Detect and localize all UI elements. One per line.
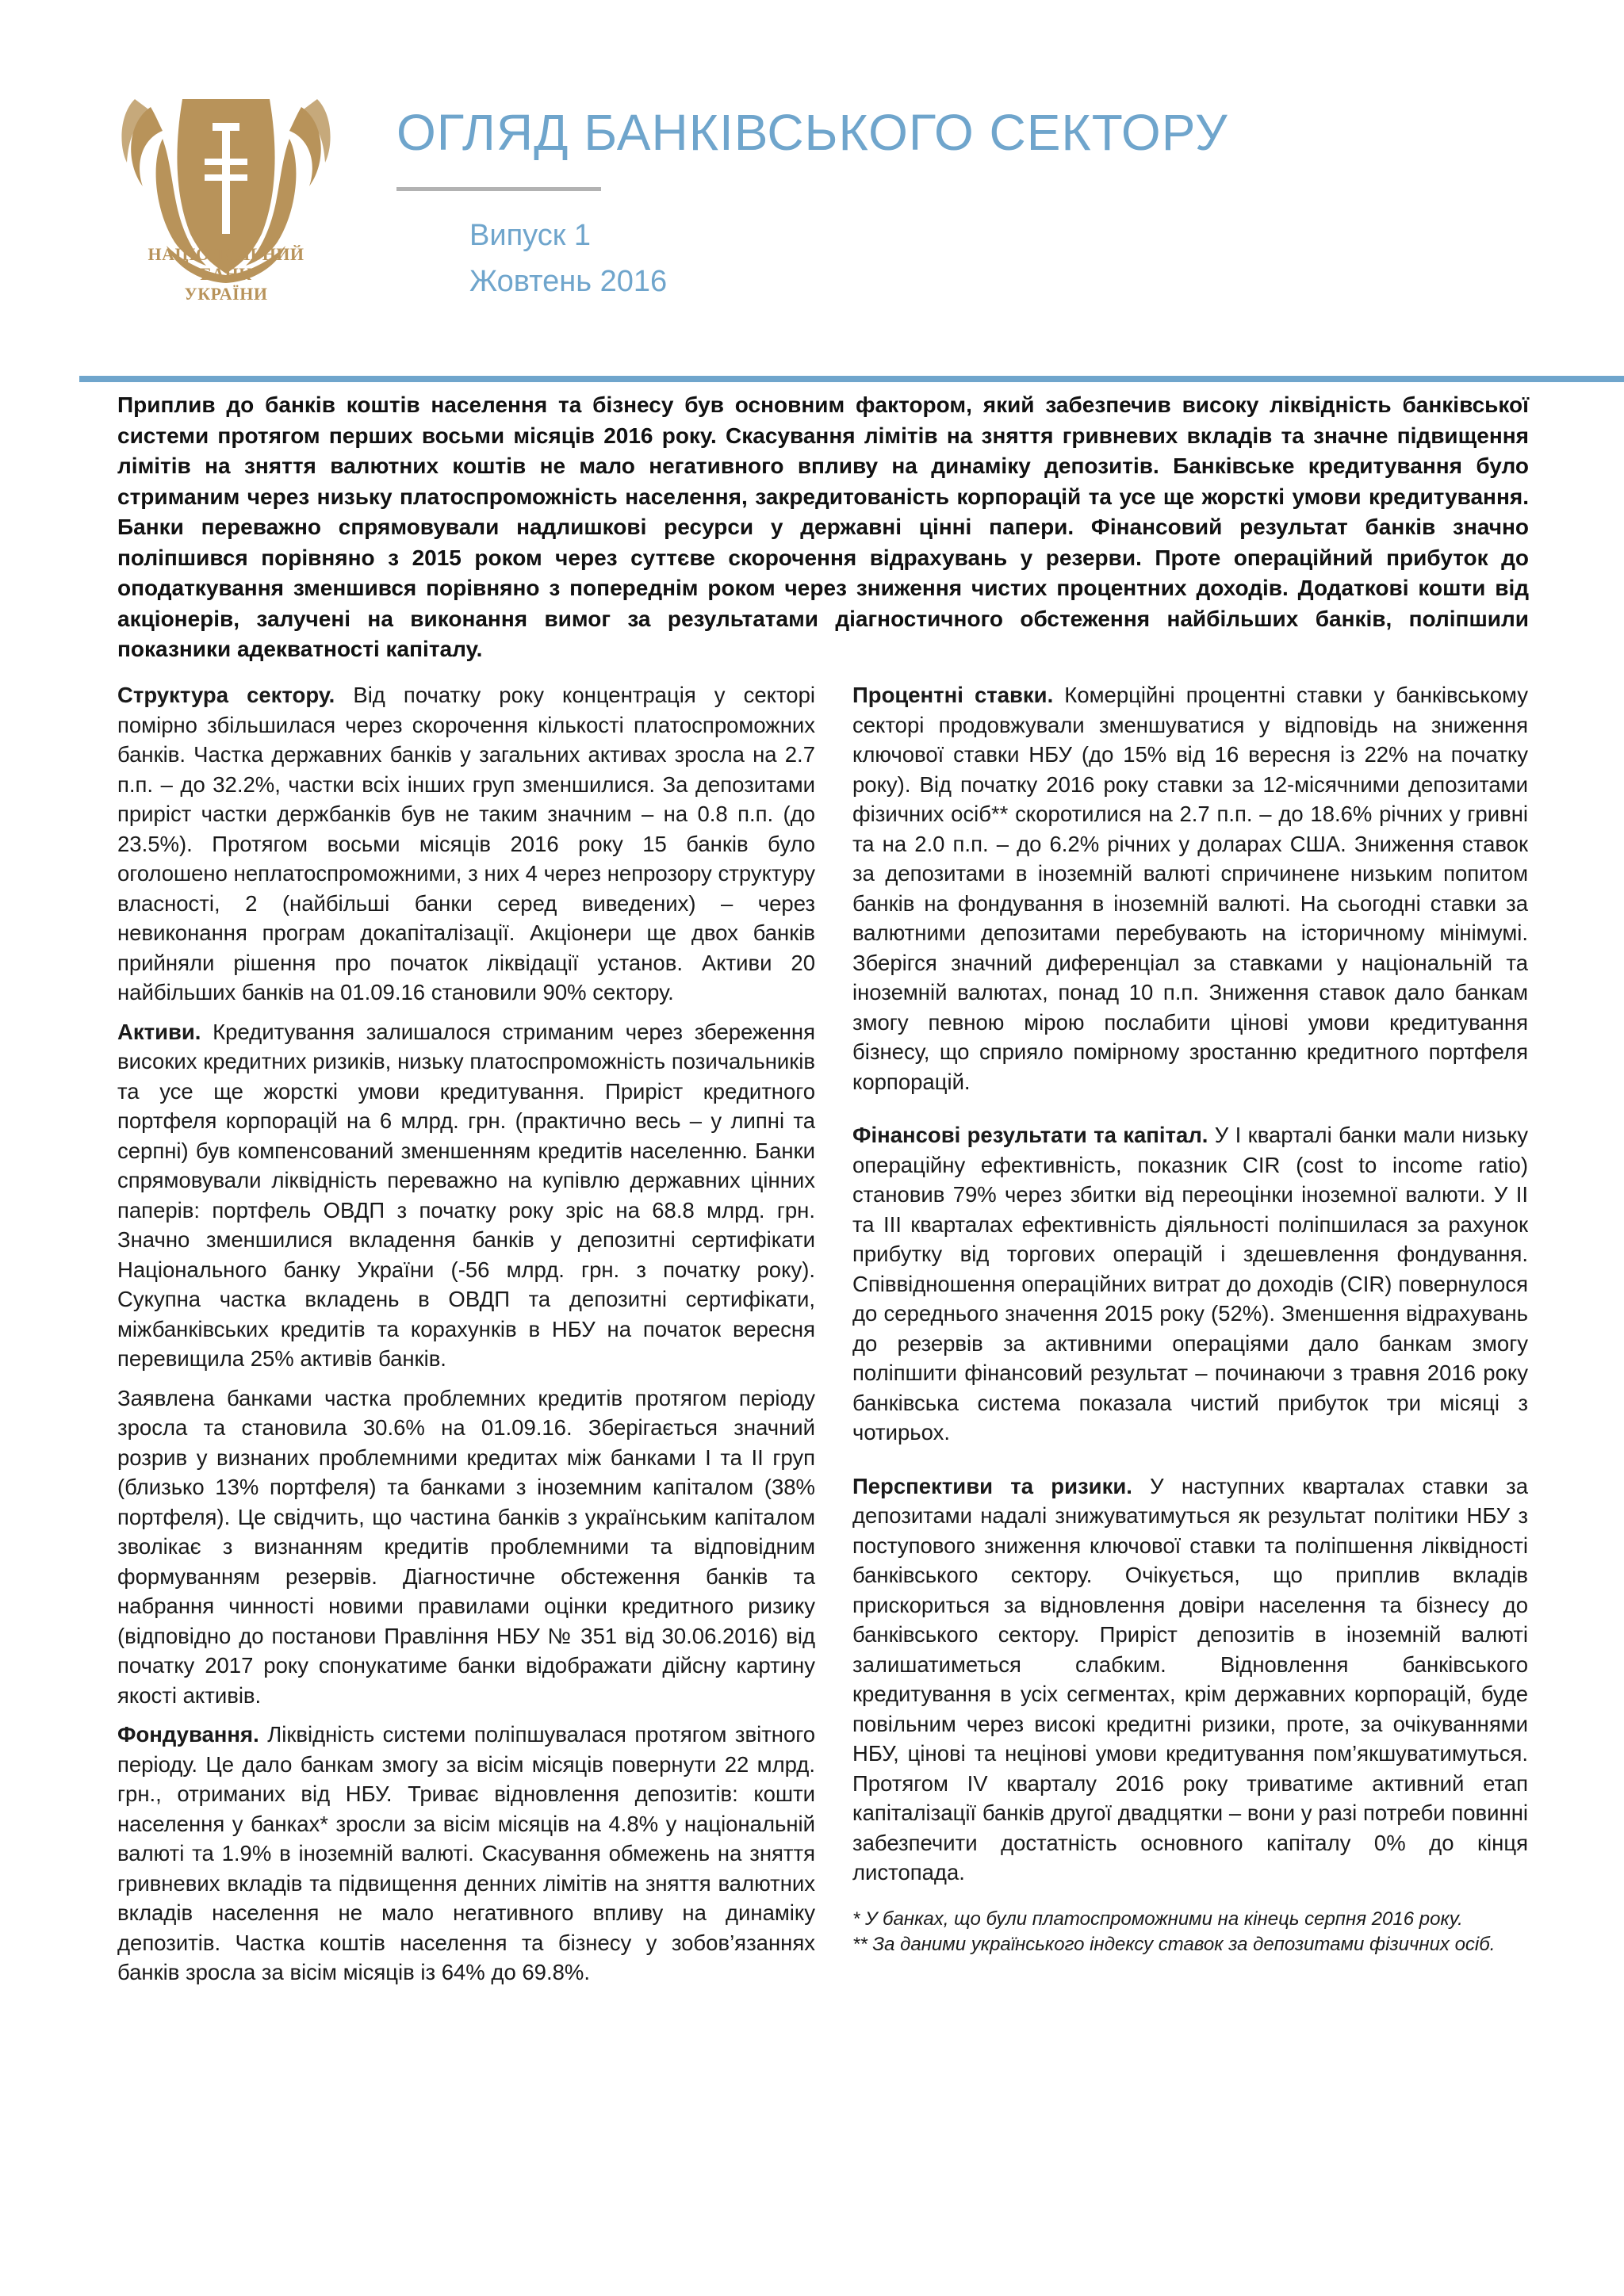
section-heading: Фондування. bbox=[117, 1722, 259, 1747]
section-interest-rates bbox=[852, 680, 1528, 1096]
title-divider bbox=[396, 187, 601, 191]
section-structure bbox=[117, 680, 815, 1008]
section-heading: Процентні ставки. bbox=[852, 683, 1054, 707]
section-text: Від початку року концентрація у секторі помірно збільшилася через скорочення кількості платоспроможних банків. Частка державних банків у загальних активах зросла на 2.7 п.п. – до 32.2%, частки всіх інших груп зменшилися. За депозитами приріст частки держбанків був не таким значним – на 0.8 п.п. (до 23.5%). Протягом восьми місяців 2016 року 15 банків було оголошено неплатоспроможними, з них 4 через непрозору структуру власності, 2 (найбільші банки серед виведених) – через невиконання програм докапіталізації. Акціонери ще двох банків прийняли рішення про початок ліквідації установ. Активи 20 найбільших банків на 01.09.16 становили 90% сектору. bbox=[117, 683, 815, 1004]
logo-line-1: НАЦІОНАЛЬНИЙ bbox=[147, 244, 304, 264]
left-column bbox=[117, 680, 815, 1997]
section-text: Кредитування залишалося стриманим через збереження високих кредитних ризиків, низьку платоспроможність позичальників та усе ще жорсткі умови кредитування. Приріст кредитного портфеля корпорацій на 6 млрд. грн. (практично весь – у липні та серпні) був компенсований зменшенням кредитів населенню. Банки спрямовували ліквідність переважно на купівлю державних цінних паперів: портфель ОВДП з початку року зріс на 68.8 млрд. грн. Значно зменшилися вкладення банків у депозитні сертифікати Національного банку України (-56 млрд. грн. з початку року). Сукупна частка вкладень в ОВДП та депозитні сертифікати, міжбанківських кредитів та корахунків в НБУ на початок вересня перевищила 25% активів банків. bbox=[117, 1019, 815, 1371]
section-text: У наступних кварталах ставки за депозитами надалі знижуватимуться як результат політики НБУ з поступового зниження ключової ставки та поліпшення ліквідності банківського сектору. Очікується, що приплив вкладів прискориться за відновлення довіри населення та бізнесу до банківського сектору. Приріст депозитів в іноземній валюті залишатиметься слабким. Відновлення банківського кредитування в усіх сегментах, крім державних корпорацій, буде повільним через високі кредитні ризики, проте, за очікуваннями НБУ, цінові та нецінові умови кредитування пом’якшуватимуться. Протягом IV кварталу 2016 року триватиме активний етап капіталізації банків другої двадцятки – вони у разі потреби повинні забезпечити достатність основного капіталу 0% до кінця листопада. bbox=[852, 1473, 1528, 1885]
issue-number: Випуск 1 bbox=[469, 219, 592, 252]
footnote-2: ** За даними українського індексу ставок за депозитами фізичних осіб. bbox=[852, 1933, 1496, 1955]
section-funding bbox=[117, 1720, 815, 1988]
issue-date: Жовтень 2016 bbox=[469, 265, 668, 298]
logo-line-2: БАНК bbox=[200, 264, 252, 284]
footnote-1: * У банках, що були платоспроможними на кінець серпня 2016 року. bbox=[852, 1908, 1463, 1930]
section-outlook bbox=[852, 1471, 1528, 1888]
issue-info bbox=[469, 212, 667, 304]
header-divider bbox=[79, 376, 1624, 382]
section-text: Комерційні процентні ставки у банківському секторі продовжували зменшуватися у відповідь на зниження ключової ставки НБУ (до 15% від 16 вересня із 22% на початку року). Від початку 2016 року ставки за 12-місячними депозитами фізичних осіб** скоротилися на 2.7 п.п. – до 18.6% річних у гривні та на 2.0 п.п. – до 6.2% річних у доларах США. Зниження ставок за депозитами в іноземній валюті спричинене низьким попитом банків на фондування в іноземній валюті. На сьогодні ставки за валютними депозитами перебувають на історичному мінімумі. Зберігся значний диференціал за ставками у національній та іноземній валютах, понад 10 п.п. Зниження ставок дало банкам змогу певною мірою послабити цінові умови кредитування бізнесу, що сприяло помірному зростанню кредитного портфеля корпорацій. bbox=[852, 683, 1528, 1094]
section-problem-loans bbox=[117, 1383, 815, 1711]
nbu-logo-text bbox=[119, 244, 333, 304]
report-title: ОГЛЯД БАНКІВСЬКОГО СЕКТОРУ bbox=[396, 104, 1228, 161]
section-heading: Структура сектору. bbox=[117, 683, 335, 707]
section-heading: Активи. bbox=[117, 1019, 201, 1044]
report-header bbox=[0, 0, 1624, 373]
section-text: У І кварталі банки мали низьку операційну ефективність, показник CIR (cost to income ratio) становив 79% через збитки від переоцінки іноземної валюти. У ІІ та ІІІ кварталах ефективність діяльності поліпшилася за рахунок прибутку від торгових операцій і здешевлення фондування. Співвідношення операційних витрат до доходів (CIR) повернулося до середнього значення 2015 року (52%). Зменшення відрахувань до резервів за активними операціями дало банкам змогу поліпшити фінансовий результат – починаючи з травня 2016 року банківська система показала чистий прибуток три місяці з чотирьох. bbox=[852, 1123, 1529, 1445]
section-text: Ліквідність системи поліпшувалася протягом звітного періоду. Це дало банкам змогу за вісім місяців повернути 22 млрд. грн., отриманих від НБУ. Триває відновлення депозитів: кошти населення у банках* зросли за вісім місяців на 4.8% у національній валюті та 1.9% в іноземній валюті. Скасування обмежень на зняття гривневих вкладів та підвищення денних лімітів на зняття валютних вкладів населення не мало негативного впливу на динаміку депозитів. Частка коштів населення та бізнесу у зобов’язаннях банків зросла за вісім місяців із 64% до 69.8%. bbox=[117, 1722, 815, 1984]
section-financial-results bbox=[852, 1120, 1528, 1448]
lead-summary: Приплив до банків коштів населення та бізнесу був основним фактором, який забезпечив високу ліквідність банківської системи протягом перших восьми місяців 2016 року. Скасування лімітів на зняття гривневих вкладів та значне підвищення лімітів на зняття валютних коштів не мало негативного впливу на динаміку депозитів. Банківське кредитування було стриманим через низьку платоспроможність населення, закредитованість корпорацій та усе ще жорсткі умови кредитування. Банки переважно спрямовували надлишкові ресурси у державні цінні папери. Фінансовий результат банків значно поліпшився порівняно з 2015 роком через суттєве скорочення відрахувань у резерви. Проте операційний прибуток до оподаткування зменшився порівняно з попереднім роком через зниження чистих процентних доходів. Додаткові кошти від акціонерів, залучені на виконання вимог за результатами діагностичного обстеження найбільших банків, поліпшили показники адекватності капіталу. bbox=[117, 392, 1529, 661]
logo-line-3: УКРАЇНИ bbox=[184, 284, 268, 304]
section-text: Заявлена банками частка проблемних кредитів протягом періоду зросла та становила 30.6% на 01.09.16. Зберігається значний розрив у визнаних проблемними кредитах між банками І та ІІ груп (близько 13% портфеля) та банками з іноземним капіталом (38% портфеля). Це свідчить, що частина банків з українським капіталом зволікає з визнанням кредитів проблемними та відповідним формуванням резервів. Діагностичне обстеження банків та набрання чинності новими правилами оцінки кредитного ризику (відповідно до постанови Правління НБУ № 351 від 30.06.2016) від початку 2017 року спонукатиме банки відображати дійсну картину якості активів. bbox=[117, 1385, 815, 1708]
section-assets bbox=[117, 1017, 815, 1374]
section-heading: Перспективи та ризики. bbox=[852, 1473, 1132, 1498]
footnotes bbox=[852, 1907, 1528, 1957]
section-heading: Фінансові результати та капітал. bbox=[852, 1123, 1208, 1147]
right-column bbox=[852, 680, 1528, 1957]
